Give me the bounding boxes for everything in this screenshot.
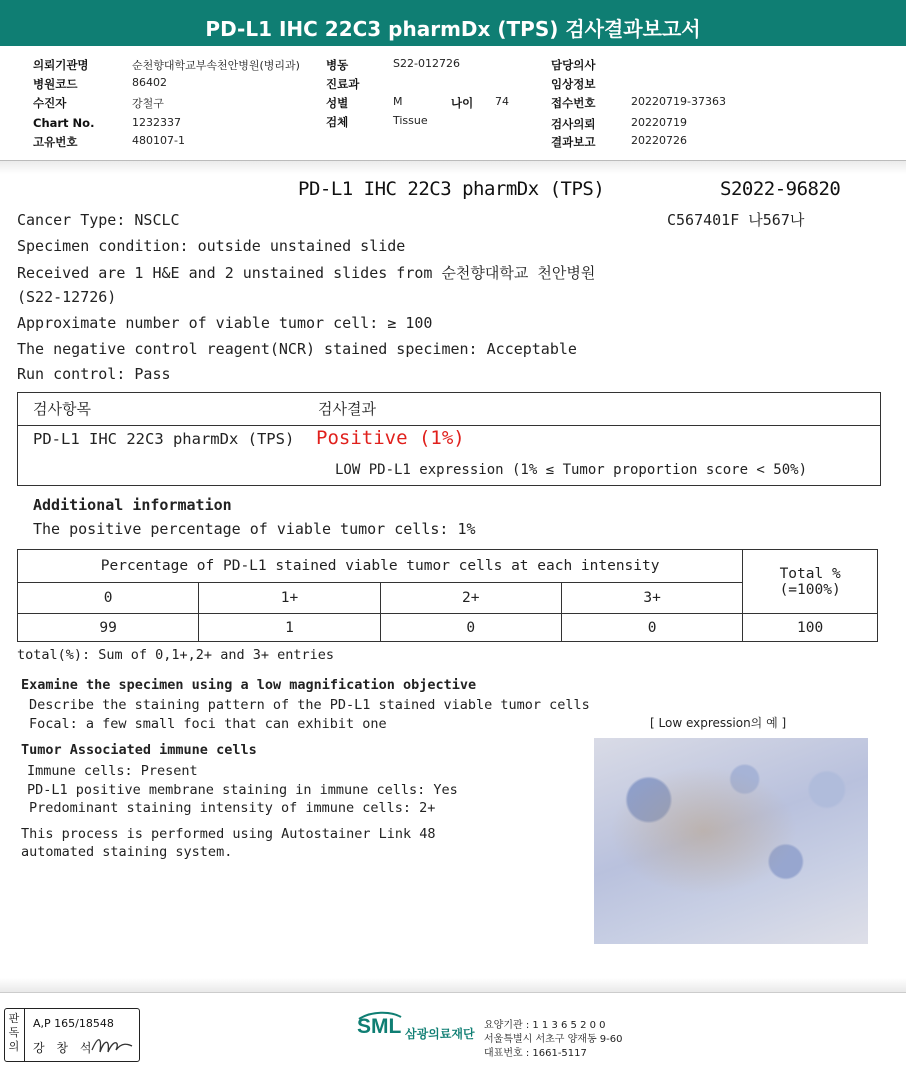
total-header	[743, 550, 878, 614]
info-value: 20220719	[631, 116, 687, 129]
stamp-divider	[24, 1009, 25, 1061]
additional-title: Additional information	[33, 496, 232, 514]
info-value: 순천향대학교부속천안병원(병리과)	[132, 59, 300, 72]
report-title: PD-L1 IHC 22C3 pharmDx (TPS) 검사결과보고서	[205, 17, 701, 41]
sml-logo: SML	[357, 1015, 402, 1038]
info-value: 20220726	[631, 134, 687, 147]
info-value: 1232337	[132, 116, 181, 129]
report-number: S2022-96820	[720, 178, 841, 200]
info-value: M	[393, 95, 403, 108]
result-box-divider	[18, 425, 880, 426]
viable-tumor-count: Approximate number of viable tumor cell: ≥ 100	[17, 314, 433, 332]
intensity-value: 1	[199, 614, 380, 642]
intensity-value: 0	[380, 614, 561, 642]
intensity-table-header: Percentage of PD-L1 stained viable tumor cells at each intensity	[18, 550, 743, 583]
divider-shade	[0, 160, 906, 174]
report-title-bar	[0, 0, 906, 46]
examine-line: Focal: a few small foci that can exhibit one	[29, 716, 387, 732]
stamp-label: 판독의	[8, 1012, 20, 1053]
footer-addr: 서울특별시 서초구 양재동 9-60	[484, 1034, 623, 1045]
info-value: S22-012726	[393, 57, 460, 70]
info-label: 접수번호	[551, 96, 596, 110]
info-label: 병원코드	[33, 77, 78, 91]
info-label: 임상정보	[551, 77, 596, 91]
info-label: 수진자	[33, 96, 67, 110]
info-value: Tissue	[393, 114, 428, 127]
footer-shade	[0, 978, 906, 992]
info-label: Chart No.	[33, 116, 95, 130]
info-value: 20220719-37363	[631, 95, 726, 108]
intensity-label: 1+	[199, 583, 380, 614]
immune-title: Tumor Associated immune cells	[21, 742, 257, 758]
total-value: 100	[743, 614, 878, 642]
examine-title: Examine the specimen using a low magnification objective	[21, 677, 477, 693]
info-label: 고유번호	[33, 135, 78, 149]
table-note: total(%): Sum of 0,1+,2+ and 3+ entries	[17, 647, 334, 663]
result-note: LOW PD-L1 expression (1% ≤ Tumor proportion score < 50%)	[335, 462, 808, 478]
intensity-value: 0	[561, 614, 742, 642]
total-header-line1: Total %	[779, 565, 841, 582]
info-label: 진료과	[326, 77, 360, 91]
header-divider	[0, 160, 906, 161]
cancer-type: Cancer Type: NSCLC	[17, 211, 180, 229]
specimen-condition: Specimen condition: outside unstained slide	[17, 237, 406, 255]
info-label: 병동	[326, 58, 349, 72]
signature-icon	[90, 1032, 134, 1058]
stamp-line2: 강 창 석	[33, 1041, 96, 1055]
intensity-label: 3+	[561, 583, 742, 614]
intensity-label: 2+	[380, 583, 561, 614]
info-label: 검사의뢰	[551, 117, 596, 131]
info-value: 강철구	[132, 97, 164, 110]
result-value: Positive (1%)	[316, 427, 465, 449]
footer-divider	[0, 992, 906, 993]
info-label: 결과보고	[551, 135, 596, 149]
specimen-photo	[594, 738, 868, 944]
reference-number: (S22-12726)	[17, 288, 117, 306]
info-label: 성별	[326, 96, 349, 110]
age-label: 나이	[451, 96, 474, 110]
logo-swoosh-icon	[355, 1011, 403, 1045]
run-control: Run control: Pass	[17, 365, 171, 383]
examine-line: Describe the staining pattern of the PD-L1 stained viable tumor cells	[29, 697, 590, 713]
process-line: This process is performed using Autostainer Link 48	[21, 826, 436, 842]
total-header-line2: (=100%)	[779, 581, 841, 598]
info-value: 86402	[132, 76, 167, 89]
process-line: automated staining system.	[21, 844, 233, 860]
intensity-value: 99	[18, 614, 199, 642]
info-label: 의뢰기관명	[33, 58, 89, 72]
immune-line: Immune cells: Present	[27, 763, 198, 779]
immune-line: Predominant staining intensity of immune cells: 2+	[29, 800, 436, 816]
received-slides: Received are 1 H&E and 2 unstained slides from 순천향대학교 천안병원	[17, 264, 596, 282]
report-test-name: PD-L1 IHC 22C3 pharmDx (TPS)	[298, 178, 605, 200]
info-value: 480107-1	[132, 134, 185, 147]
result-col-item-header: 검사항목	[33, 400, 91, 418]
footer-addr: 요양기관 : 1 1 3 6 5 2 0 0	[484, 1020, 606, 1031]
info-label: 담당의사	[551, 58, 596, 72]
additional-text: The positive percentage of viable tumor cells: 1%	[33, 520, 476, 538]
age-value: 74	[495, 95, 509, 108]
immune-line: PD-L1 positive membrane staining in immune cells: Yes	[27, 782, 458, 798]
intensity-label: 0	[18, 583, 199, 614]
image-caption: [ Low expression의 예 ]	[650, 716, 787, 730]
info-label: 검체	[326, 115, 349, 129]
stamp-line1: A,P 165/18548	[33, 1017, 114, 1030]
result-col-result-header: 검사결과	[318, 400, 376, 418]
result-item: PD-L1 IHC 22C3 pharmDx (TPS)	[33, 430, 295, 448]
intensity-table	[17, 549, 878, 642]
foundation-name: 삼광의료재단	[405, 1027, 475, 1041]
negative-control: The negative control reagent(NCR) stained specimen: Acceptable	[17, 340, 577, 358]
sub-code: C567401F 나567나	[667, 211, 805, 229]
footer-addr: 대표번호 : 1661-5117	[484, 1048, 587, 1059]
